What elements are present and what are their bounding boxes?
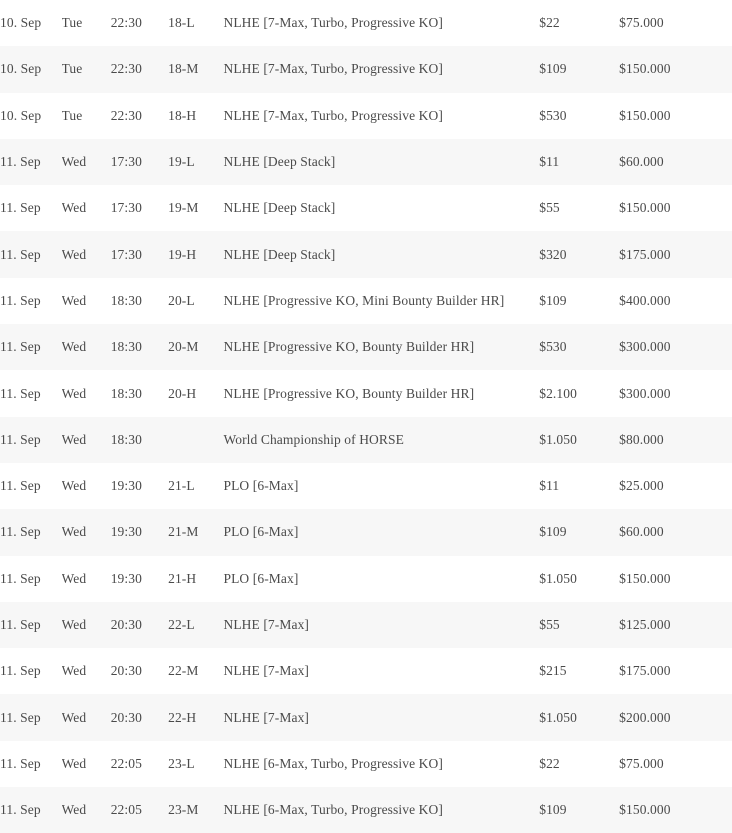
cell-prize: $80.000	[619, 431, 664, 447]
cell-prize: $175.000	[619, 246, 671, 262]
cell-game: NLHE [Progressive KO, Bounty Builder HR]	[223, 339, 475, 355]
cell-prize: $60.000	[619, 524, 664, 540]
cell-prize: $200.000	[619, 709, 671, 725]
cell-buyin: $22	[539, 15, 560, 31]
cell-buyin: $2.100	[539, 385, 577, 401]
cell-date: 11. Sep	[0, 292, 41, 308]
cell-weekday: Wed	[61, 524, 87, 540]
cell-prize: $400.000	[619, 292, 671, 308]
cell-buyin: $1.050	[539, 709, 577, 725]
cell-buyin: $109	[539, 61, 567, 77]
cell-weekday: Tue	[61, 15, 83, 31]
cell-buyin: $530	[539, 107, 567, 123]
cell-prize: $125.000	[619, 617, 671, 632]
cell-time: 20:30	[110, 663, 142, 679]
cell-buyin: $55	[539, 617, 560, 632]
cell-time: 18:30	[110, 339, 142, 355]
cell-game: NLHE [7-Max, Turbo, Progressive KO]	[223, 15, 443, 31]
cell-event: 23-L	[168, 755, 195, 771]
cell-weekday: Wed	[61, 755, 87, 771]
cell-event: 23-M	[168, 802, 199, 818]
cell-game: NLHE [7-Max]	[223, 709, 310, 725]
cell-prize: $150.000	[619, 200, 671, 216]
cell-game: PLO [6-Max]	[223, 478, 299, 494]
cell-prize: $300.000	[619, 385, 671, 401]
cell-prize: $175.000	[619, 663, 671, 679]
cell-event	[168, 417, 223, 463]
cell-time: 17:30	[110, 200, 142, 216]
cell-weekday: Wed	[61, 431, 87, 447]
cell-prize: $150.000	[619, 802, 671, 818]
cell-date: 10. Sep	[0, 61, 42, 77]
cell-game: NLHE [6-Max, Turbo, Progressive KO]	[223, 755, 443, 771]
table-row	[0, 509, 732, 555]
cell-prize: $75.000	[619, 15, 664, 31]
cell-date: 11. Sep	[0, 524, 41, 540]
cell-time: 18:30	[110, 385, 142, 401]
cell-weekday: Wed	[61, 154, 87, 170]
cell-buyin: $22	[539, 755, 560, 771]
table-row	[0, 417, 732, 463]
table-row	[0, 185, 732, 231]
cell-prize: $75.000	[619, 755, 664, 771]
cell-time: 18:30	[110, 292, 142, 308]
cell-time: 20:30	[110, 709, 142, 725]
cell-weekday: Tue	[61, 61, 83, 77]
cell-time: 22:30	[110, 15, 142, 31]
cell-weekday: Wed	[61, 802, 87, 818]
table-row	[0, 324, 732, 370]
cell-event: 20-H	[168, 385, 197, 401]
cell-prize: $150.000	[619, 107, 671, 123]
cell-date: 10. Sep	[0, 15, 42, 31]
cell-time: 19:30	[110, 478, 142, 494]
cell-date: 11. Sep	[0, 385, 41, 401]
table-row	[0, 139, 732, 185]
cell-weekday: Wed	[61, 663, 87, 679]
cell-event: 20-L	[168, 292, 195, 308]
cell-event: 20-M	[168, 339, 199, 355]
cell-date: 11. Sep	[0, 755, 41, 771]
cell-event: 22-M	[168, 663, 199, 679]
table-row	[0, 463, 732, 509]
cell-game: NLHE [Deep Stack]	[223, 200, 336, 216]
cell-date: 11. Sep	[0, 478, 41, 494]
cell-time: 19:30	[110, 524, 142, 540]
cell-event: 18-H	[168, 107, 197, 123]
cell-date: 11. Sep	[0, 246, 41, 262]
cell-date: 11. Sep	[0, 709, 41, 725]
cell-time: 20:30	[110, 617, 142, 632]
cell-time: 19:30	[110, 570, 142, 586]
table-row	[0, 93, 732, 139]
table-row	[0, 278, 732, 324]
cell-prize: $25.000	[619, 478, 664, 494]
cell-weekday: Wed	[61, 246, 87, 262]
table-row	[0, 556, 732, 602]
cell-game: NLHE [7-Max]	[223, 617, 310, 632]
cell-weekday: Wed	[61, 570, 87, 586]
cell-date: 10. Sep	[0, 107, 42, 123]
table-row	[0, 741, 732, 787]
cell-event: 18-L	[168, 15, 195, 31]
cell-game: NLHE [6-Max, Turbo, Progressive KO]	[223, 802, 443, 818]
cell-game: NLHE [Deep Stack]	[223, 154, 336, 170]
table-row	[0, 370, 732, 416]
table-row	[0, 694, 732, 740]
cell-weekday: Wed	[61, 339, 87, 355]
table-row	[0, 46, 732, 92]
table-row	[0, 0, 732, 46]
cell-game: NLHE [7-Max, Turbo, Progressive KO]	[223, 107, 443, 123]
cell-weekday: Wed	[61, 617, 87, 632]
cell-event: 21-H	[168, 570, 197, 586]
cell-buyin: $320	[539, 246, 567, 262]
table-row	[0, 787, 732, 833]
cell-event: 22-L	[168, 617, 195, 632]
cell-game: World Championship of HORSE	[223, 431, 404, 447]
cell-buyin: $11	[539, 154, 560, 170]
cell-event: 21-M	[168, 524, 199, 540]
cell-game: NLHE [7-Max, Turbo, Progressive KO]	[223, 61, 443, 77]
cell-buyin: $109	[539, 802, 567, 818]
cell-buyin: $11	[539, 478, 560, 494]
cell-game: NLHE [Progressive KO, Bounty Builder HR]	[223, 385, 475, 401]
cell-event: 18-M	[168, 61, 199, 77]
cell-weekday: Wed	[61, 200, 87, 216]
cell-time: 17:30	[110, 246, 142, 262]
cell-buyin: $1.050	[539, 570, 577, 586]
cell-time: 22:30	[110, 61, 142, 77]
cell-weekday: Wed	[61, 385, 87, 401]
table-row	[0, 602, 732, 648]
cell-event: 22-H	[168, 709, 197, 725]
cell-time: 18:30	[110, 431, 142, 447]
cell-event: 19-L	[168, 154, 195, 170]
cell-date: 11. Sep	[0, 431, 41, 447]
cell-date: 11. Sep	[0, 200, 41, 216]
cell-date: 11. Sep	[0, 154, 41, 170]
cell-weekday: Wed	[61, 292, 87, 308]
table-row	[0, 231, 732, 277]
cell-time: 22:30	[110, 107, 142, 123]
cell-buyin: $215	[539, 663, 567, 679]
cell-date: 11. Sep	[0, 617, 41, 632]
cell-prize: $150.000	[619, 61, 671, 77]
cell-game: PLO [6-Max]	[223, 570, 299, 586]
cell-event: 19-H	[168, 246, 197, 262]
cell-time: 22:05	[110, 755, 142, 771]
cell-weekday: Wed	[61, 478, 87, 494]
cell-date: 11. Sep	[0, 570, 41, 586]
cell-buyin: $55	[539, 200, 560, 216]
cell-date: 11. Sep	[0, 339, 41, 355]
cell-game: NLHE [Deep Stack]	[223, 246, 336, 262]
cell-date: 11. Sep	[0, 663, 41, 679]
cell-game: NLHE [Progressive KO, Mini Bounty Builder HR]	[223, 292, 505, 308]
table-row	[0, 648, 732, 694]
cell-weekday: Wed	[61, 709, 87, 725]
cell-weekday: Tue	[61, 107, 83, 123]
cell-prize: $60.000	[619, 154, 664, 170]
cell-event: 21-L	[168, 478, 195, 494]
cell-buyin: $530	[539, 339, 567, 355]
cell-buyin: $109	[539, 524, 567, 540]
cell-buyin: $1.050	[539, 431, 577, 447]
cell-time: 22:05	[110, 802, 142, 818]
cell-event: 19-M	[168, 200, 199, 216]
cell-game: NLHE [7-Max]	[223, 663, 310, 679]
cell-prize: $300.000	[619, 339, 671, 355]
cell-game: PLO [6-Max]	[223, 524, 299, 540]
cell-buyin: $109	[539, 292, 567, 308]
cell-prize: $150.000	[619, 570, 671, 586]
cell-time: 17:30	[110, 154, 142, 170]
cell-date: 11. Sep	[0, 802, 41, 818]
